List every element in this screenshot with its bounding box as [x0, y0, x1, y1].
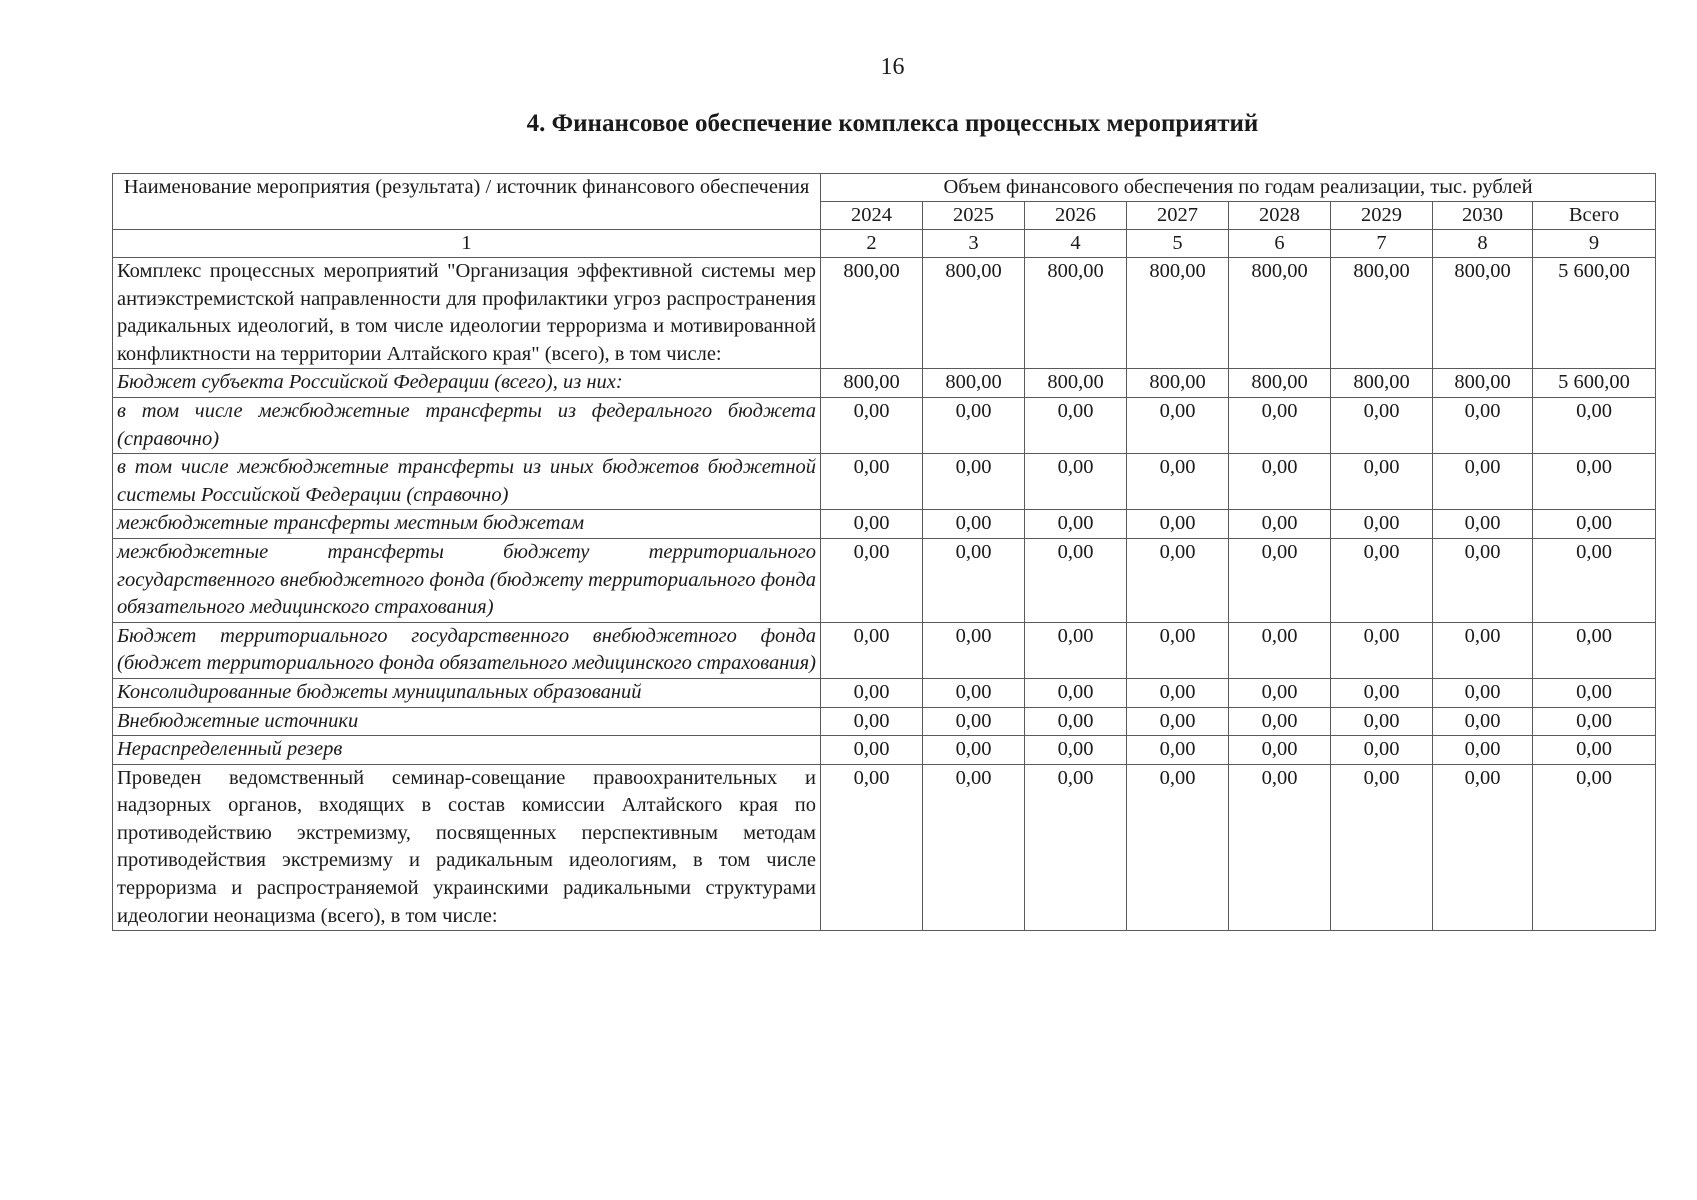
row-year-value: 0,00 [1025, 510, 1127, 539]
row-year-value: 0,00 [821, 622, 923, 678]
column-number: 4 [1025, 230, 1127, 258]
row-year-value: 0,00 [1127, 397, 1229, 453]
row-name: Проведен ведомственный семинар-совещание правоохранительных и надзорных органов, входящих в состав комиссии Алтайского края по противодействию экстремизму, посвященных перспективным методам противодействия экстремизму и радикальным идеологиям, в том числе терроризма и распространяемой украинскими радикальными структурами идеологии неонацизма (всего), в том числе: [113, 764, 821, 931]
row-year-value: 0,00 [1025, 736, 1127, 765]
row-name: Консолидированные бюджеты муниципальных образований [113, 678, 821, 707]
row-year-value: 0,00 [821, 736, 923, 765]
column-number: 5 [1127, 230, 1229, 258]
row-total-value: 5 600,00 [1533, 369, 1656, 398]
row-total-value: 0,00 [1533, 538, 1656, 622]
row-year-value: 800,00 [1331, 258, 1433, 369]
row-year-value: 800,00 [1127, 258, 1229, 369]
row-year-value: 0,00 [821, 678, 923, 707]
header-name-column: Наименование мероприятия (результата) / источник финансового обеспечения [113, 174, 821, 230]
row-year-value: 0,00 [923, 538, 1025, 622]
table-row [113, 454, 1656, 510]
row-year-value: 0,00 [1229, 736, 1331, 765]
header-group: Объем финансового обеспечения по годам реализации, тыс. рублей [821, 174, 1656, 202]
row-year-value: 0,00 [821, 707, 923, 736]
row-year-value: 0,00 [923, 454, 1025, 510]
row-year-value: 0,00 [923, 736, 1025, 765]
row-year-value: 0,00 [1229, 764, 1331, 931]
row-year-value: 0,00 [1433, 622, 1533, 678]
column-number: 8 [1433, 230, 1533, 258]
row-year-value: 800,00 [1433, 258, 1533, 369]
row-year-value: 0,00 [1127, 622, 1229, 678]
row-year-value: 800,00 [1433, 369, 1533, 398]
row-year-value: 800,00 [923, 369, 1025, 398]
row-year-value: 0,00 [1433, 454, 1533, 510]
row-year-value: 0,00 [923, 397, 1025, 453]
header-year: 2024 [821, 202, 923, 230]
column-number: 6 [1229, 230, 1331, 258]
row-year-value: 0,00 [1127, 764, 1229, 931]
row-total-value: 0,00 [1533, 454, 1656, 510]
row-year-value: 0,00 [821, 454, 923, 510]
header-year: 2026 [1025, 202, 1127, 230]
header-year: 2027 [1127, 202, 1229, 230]
row-year-value: 800,00 [1229, 369, 1331, 398]
row-year-value: 0,00 [1433, 736, 1533, 765]
table-row [113, 622, 1656, 678]
row-name: Нераспределенный резерв [113, 736, 821, 765]
row-name: в том числе межбюджетные трансферты из иных бюджетов бюджетной системы Российской Федерации (справочно) [113, 454, 821, 510]
header-total: Всего [1533, 202, 1656, 230]
row-year-value: 0,00 [1127, 707, 1229, 736]
row-year-value: 0,00 [1331, 538, 1433, 622]
row-year-value: 0,00 [1229, 622, 1331, 678]
row-year-value: 0,00 [821, 397, 923, 453]
row-year-value: 800,00 [1331, 369, 1433, 398]
row-year-value: 0,00 [1025, 707, 1127, 736]
row-year-value: 0,00 [1229, 678, 1331, 707]
row-year-value: 0,00 [1433, 538, 1533, 622]
row-year-value: 800,00 [923, 258, 1025, 369]
row-year-value: 0,00 [923, 510, 1025, 539]
row-year-value: 0,00 [821, 764, 923, 931]
row-year-value: 0,00 [1127, 736, 1229, 765]
row-year-value: 800,00 [1025, 369, 1127, 398]
header-year: 2030 [1433, 202, 1533, 230]
row-year-value: 800,00 [1229, 258, 1331, 369]
row-year-value: 0,00 [1025, 397, 1127, 453]
table-row [113, 369, 1656, 398]
row-total-value: 0,00 [1533, 707, 1656, 736]
row-name: Бюджет территориального государственного внебюджетного фонда (бюджет территориального фонда обязательного медицинского страхования) [113, 622, 821, 678]
row-year-value: 0,00 [1331, 510, 1433, 539]
row-year-value: 0,00 [1229, 454, 1331, 510]
header-year: 2028 [1229, 202, 1331, 230]
column-number: 2 [821, 230, 923, 258]
row-total-value: 0,00 [1533, 622, 1656, 678]
row-year-value: 0,00 [1331, 622, 1433, 678]
page-number: 16 [880, 54, 905, 80]
table-body [113, 258, 1656, 931]
table-row [113, 397, 1656, 453]
row-year-value: 0,00 [1127, 678, 1229, 707]
row-year-value: 0,00 [1127, 510, 1229, 539]
row-name: Внебюджетные источники [113, 707, 821, 736]
row-name: в том числе межбюджетные трансферты из федерального бюджета (справочно) [113, 397, 821, 453]
column-number: 9 [1533, 230, 1656, 258]
row-year-value: 800,00 [1127, 369, 1229, 398]
row-year-value: 800,00 [821, 258, 923, 369]
row-name: Комплекс процессных мероприятий "Организация эффективной системы мер антиэкстремистской направленности для профилактики угроз распространения радикальных идеологий, в том числе идеологии терроризма и мотивированной конфликтности на территории Алтайского края" (всего), в том числе: [113, 258, 821, 369]
row-name: межбюджетные трансферты бюджету территориального государственного внебюджетного фонда (бюджету территориального фонда обязательного медицинского страхования) [113, 538, 821, 622]
row-year-value: 0,00 [923, 764, 1025, 931]
row-year-value: 0,00 [821, 538, 923, 622]
row-year-value: 0,00 [1433, 707, 1533, 736]
header-year: 2029 [1331, 202, 1433, 230]
row-year-value: 0,00 [1433, 764, 1533, 931]
row-total-value: 0,00 [1533, 678, 1656, 707]
row-year-value: 0,00 [1025, 454, 1127, 510]
row-year-value: 0,00 [1025, 622, 1127, 678]
row-name: Бюджет субъекта Российской Федерации (всего), из них: [113, 369, 821, 398]
row-total-value: 0,00 [1533, 397, 1656, 453]
financing-table [112, 173, 1656, 931]
table-header [113, 174, 1656, 258]
row-year-value: 0,00 [1331, 678, 1433, 707]
row-year-value: 0,00 [1229, 397, 1331, 453]
row-year-value: 0,00 [1127, 538, 1229, 622]
table-row [113, 678, 1656, 707]
row-year-value: 0,00 [1229, 538, 1331, 622]
row-name: межбюджетные трансферты местным бюджетам [113, 510, 821, 539]
table-row [113, 538, 1656, 622]
table-row [113, 764, 1656, 931]
row-year-value: 0,00 [1229, 510, 1331, 539]
row-total-value: 0,00 [1533, 764, 1656, 931]
row-year-value: 0,00 [1331, 454, 1433, 510]
table-row [113, 510, 1656, 539]
row-year-value: 0,00 [1433, 510, 1533, 539]
row-total-value: 5 600,00 [1533, 258, 1656, 369]
row-year-value: 0,00 [1433, 678, 1533, 707]
table-row [113, 258, 1656, 369]
row-year-value: 0,00 [1331, 736, 1433, 765]
row-year-value: 800,00 [821, 369, 923, 398]
row-year-value: 0,00 [1433, 397, 1533, 453]
row-year-value: 0,00 [1025, 538, 1127, 622]
row-total-value: 0,00 [1533, 510, 1656, 539]
row-total-value: 0,00 [1533, 736, 1656, 765]
row-year-value: 0,00 [1025, 678, 1127, 707]
column-number: 3 [923, 230, 1025, 258]
section-title: 4. Финансовое обеспечение комплекса процессных мероприятий [526, 110, 1259, 137]
row-year-value: 0,00 [923, 707, 1025, 736]
row-year-value: 0,00 [1229, 707, 1331, 736]
row-year-value: 0,00 [821, 510, 923, 539]
row-year-value: 0,00 [923, 678, 1025, 707]
table-row [113, 736, 1656, 765]
header-year: 2025 [923, 202, 1025, 230]
column-number: 1 [113, 230, 821, 258]
row-year-value: 0,00 [1025, 764, 1127, 931]
row-year-value: 0,00 [1331, 764, 1433, 931]
row-year-value: 0,00 [1331, 707, 1433, 736]
row-year-value: 800,00 [1025, 258, 1127, 369]
row-year-value: 0,00 [1331, 397, 1433, 453]
column-number: 7 [1331, 230, 1433, 258]
row-year-value: 0,00 [923, 622, 1025, 678]
row-year-value: 0,00 [1127, 454, 1229, 510]
table-row [113, 707, 1656, 736]
